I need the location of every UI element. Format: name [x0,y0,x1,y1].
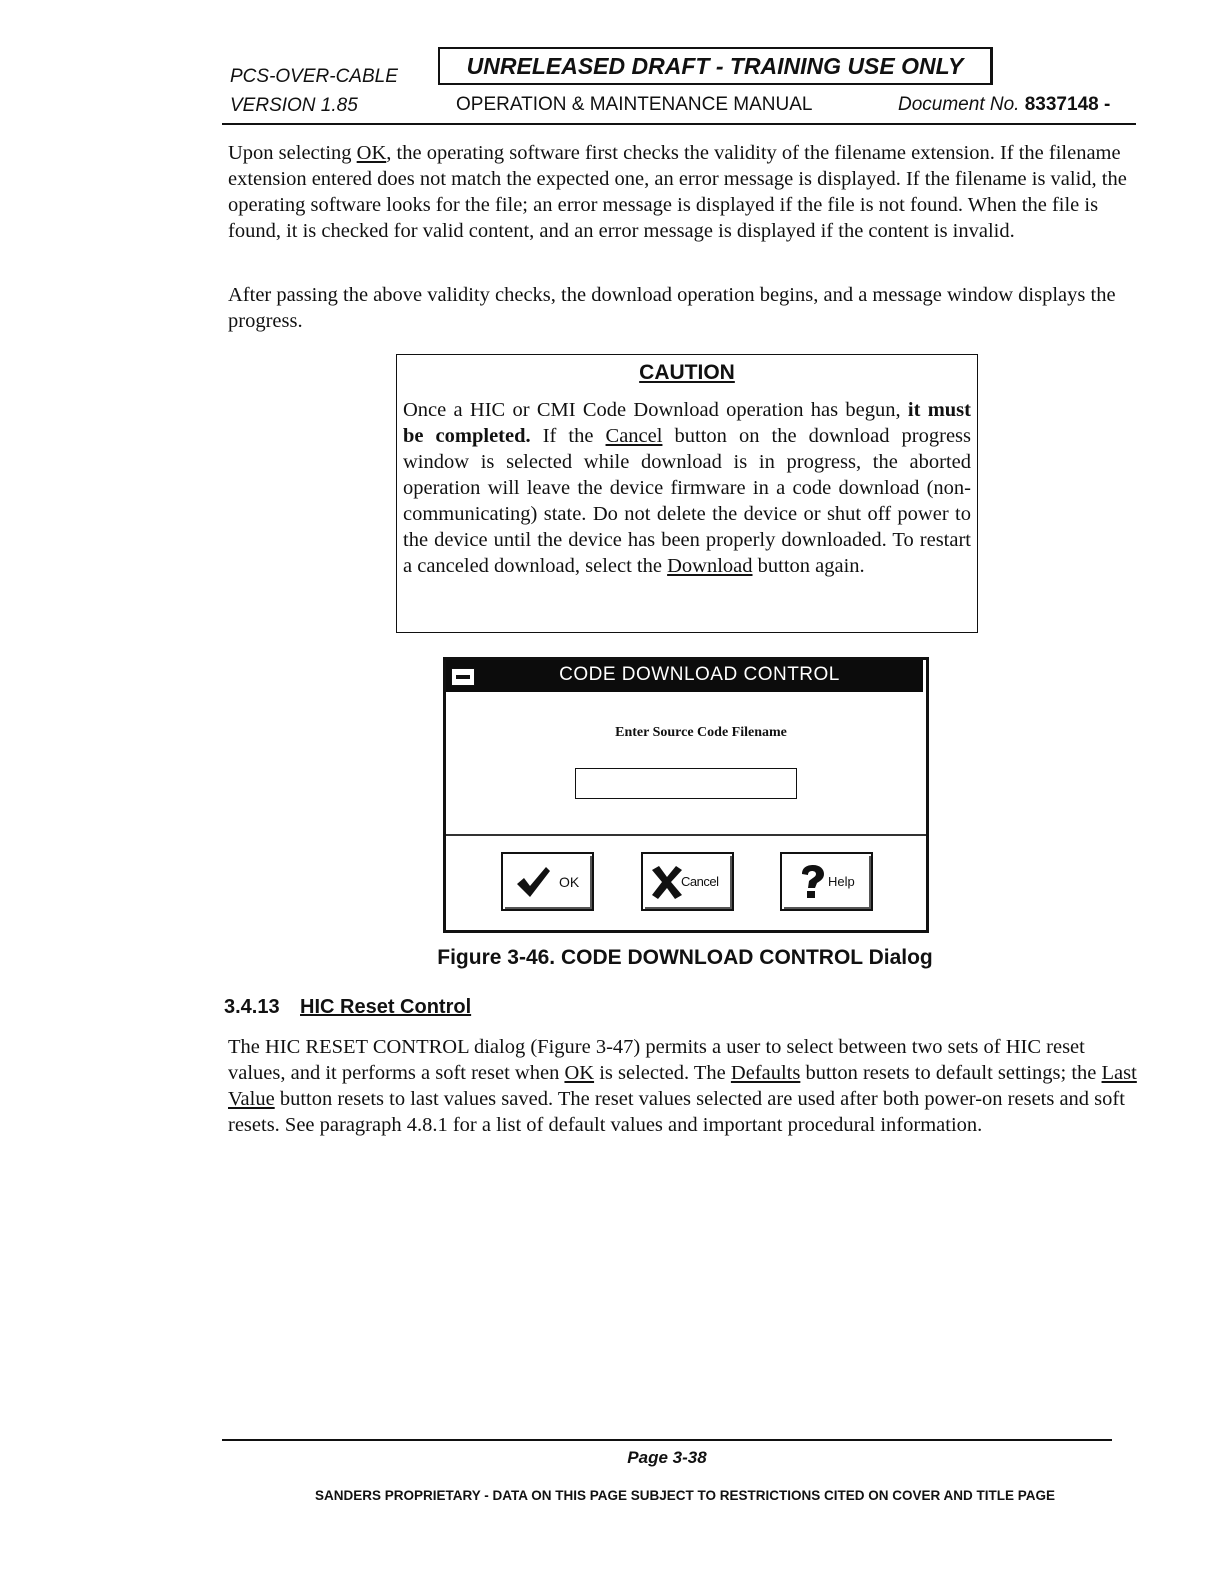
page-number: Page 3-38 [627,1448,707,1467]
ok-reference: OK [356,142,387,164]
text-run: , the operating software first checks the validity of the filename extension. If the filename extension entered does not match the expected one, an error message is displayed. If the filename is valid, the operating software looks for the file; an error message is displayed if the file is not found. When the file is found, it is checked for valid content, and an error message is displayed if the content is invalid. [228,142,1127,242]
header-rule [222,123,1136,125]
help-button-label: Help [828,874,855,889]
dialog-title: CODE DOWNLOAD CONTROL [559,664,840,685]
manual-title: OPERATION & MAINTENANCE MANUAL [456,94,813,115]
section-number: 3.4.13 [224,996,280,1018]
text-run: button resets to default settings; the [800,1062,1102,1084]
ok-reference: OK [564,1062,595,1084]
last-value-reference: Last Value [228,1062,1137,1110]
text-run: button on the download progress window is selected while download is in progress, the aborted operation will leave the device firmware in a code download (non-communicating) state. Do not delete the device or shut off power to the device until the device has been properly downloaded. To restart a canceled download, select the [403,425,971,577]
ok-button[interactable] [501,852,594,911]
checkmark-icon [515,864,551,900]
cancel-button-label: Cancel [681,874,719,889]
dialog-titlebar [446,660,925,692]
cancel-reference: Cancel [605,425,663,447]
dialog-separator [446,834,926,836]
document-number-value: 8337148 - [1024,94,1111,115]
x-mark-icon [649,864,685,900]
help-button[interactable] [780,852,873,911]
cancel-button[interactable] [641,852,734,911]
source-filename-input[interactable] [575,768,797,799]
footer-rule [222,1439,1112,1441]
figure-caption: Figure 3-46. CODE DOWNLOAD CONTROL Dialog [437,946,933,969]
paragraph-hic-reset [228,1034,1138,1138]
filename-prompt: Enter Source Code Filename [615,725,787,740]
caution-text [403,397,971,579]
proprietary-notice: SANDERS PROPRIETARY - DATA ON THIS PAGE SUBJECT TO RESTRICTIONS CITED ON COVER AND TITLE PAGE [314,1488,1056,1503]
system-menu-icon[interactable] [451,668,475,686]
document-number [898,94,1110,116]
product-name: PCS-OVER-CABLE [230,66,398,87]
text-run: Once a HIC or CMI Code Download operation has begun, [403,399,908,421]
caution-title: CAUTION [639,361,735,384]
text-run: Upon selecting [228,142,357,164]
download-reference: Download [667,555,753,577]
text-run: The HIC RESET CONTROL dialog (Figure 3-47) permits a user to select between two sets of HIC reset values, and it performs a soft reset when [228,1036,1085,1084]
caution-emphasis: it must be completed. [403,399,971,447]
text-run: button again. [752,555,865,577]
section-title: HIC Reset Control [300,996,472,1018]
code-download-control-dialog [443,657,929,933]
draft-banner: UNRELEASED DRAFT - TRAINING USE ONLY [438,47,993,85]
caution-box [396,354,978,633]
text-run: is selected. The [594,1062,731,1084]
ok-button-label: OK [559,874,580,890]
defaults-reference: Defaults [730,1062,801,1084]
question-mark-icon [794,864,830,900]
text-run: button resets to last values saved. The reset values selected are used after both power-on resets and soft resets. See paragraph 4.8.1 for a list of default values and important procedural information. [228,1088,1125,1136]
document-number-label: Document No. [898,94,1020,115]
paragraph-download-progress: After passing the above validity checks, the download operation begins, and a message window displays the progress. [228,284,1116,332]
version-label: VERSION 1.85 [230,95,358,116]
text-run: If the [530,425,606,447]
paragraph-validity-checks [228,140,1138,244]
